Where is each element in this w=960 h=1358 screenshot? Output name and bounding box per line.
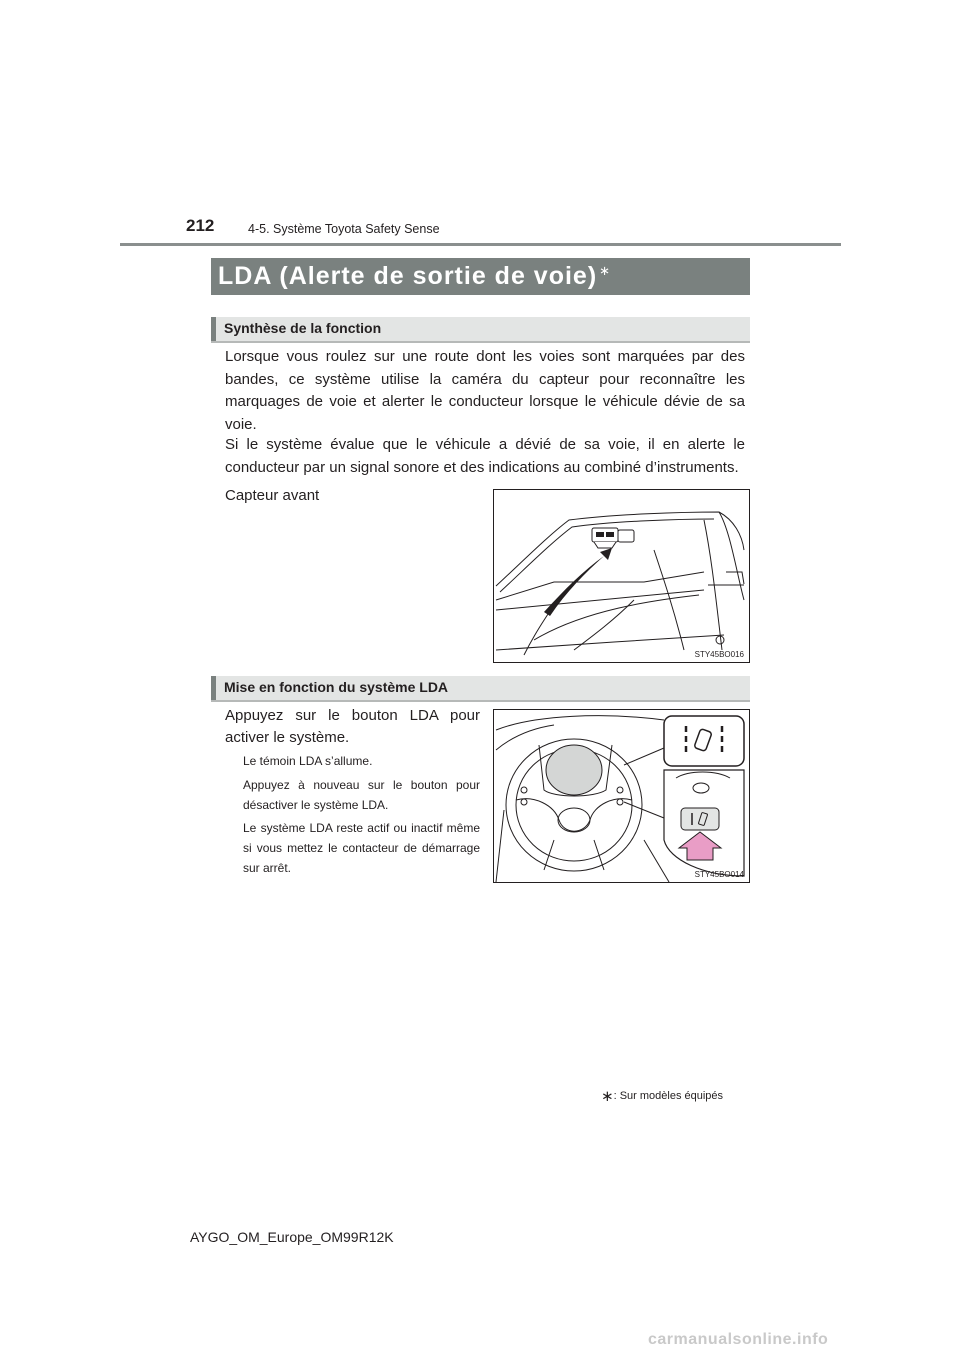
lda-button-illustration [493, 709, 750, 883]
heading-accent [211, 676, 216, 700]
activation-instruction: Appuyez sur le bouton LDA pour activer le système. [225, 707, 480, 746]
steering-wheel-diagram [494, 710, 749, 882]
figure-code: STY45BO014 [694, 870, 744, 879]
watermark: carmanualsonline.info [648, 1331, 829, 1348]
page-number: 212 [186, 216, 215, 235]
activation-note-3: Le système LDA reste actif ou inactif même si vous mettez le contacteur de démarrage sur arrêt. [243, 821, 480, 875]
front-sensor-illustration [493, 489, 750, 663]
heading-accent [211, 317, 216, 341]
activation-note-2: Appuyez à nouveau sur le bouton pour désactiver le système LDA. [243, 778, 480, 812]
section-heading-overview [211, 317, 750, 343]
header-divider [120, 243, 841, 246]
activation-note-1: Le témoin LDA s’allume. [243, 754, 373, 768]
figure-code: STY45BO016 [694, 650, 744, 659]
footnote-asterisk: ∗ [601, 1088, 614, 1105]
windshield-diagram [494, 490, 749, 662]
page-title: LDA (Alerte de sortie de voie) ∗ [218, 262, 612, 290]
title-asterisk: ∗ [599, 262, 612, 278]
section-heading-activation [211, 676, 750, 702]
section-heading-label: Synthèse de la fonction [224, 320, 382, 336]
front-sensor-label: Capteur avant [225, 487, 320, 504]
section-header: 4-5. Système Toyota Safety Sense [248, 222, 440, 236]
section-heading-label: Mise en fonction du système LDA [224, 679, 449, 695]
document-id: AYGO_OM_Europe_OM99R12K [190, 1229, 394, 1245]
overview-paragraph-2: Si le système évalue que le véhicule a dévié de sa voie, il en alerte le conducteur par un signal sonore et des indications au combiné d’instruments. [225, 436, 745, 476]
footnote: ∗: Sur modèles équipés [601, 1088, 724, 1105]
overview-paragraph-1: Lorsque vous roulez sur une route dont les voies sont marquées par des bandes, ce système utilise la caméra du capteur pour reconnaître les marquages de voie et alerter le conducteur lorsque le véhicule dévie de sa voie. [225, 348, 745, 433]
